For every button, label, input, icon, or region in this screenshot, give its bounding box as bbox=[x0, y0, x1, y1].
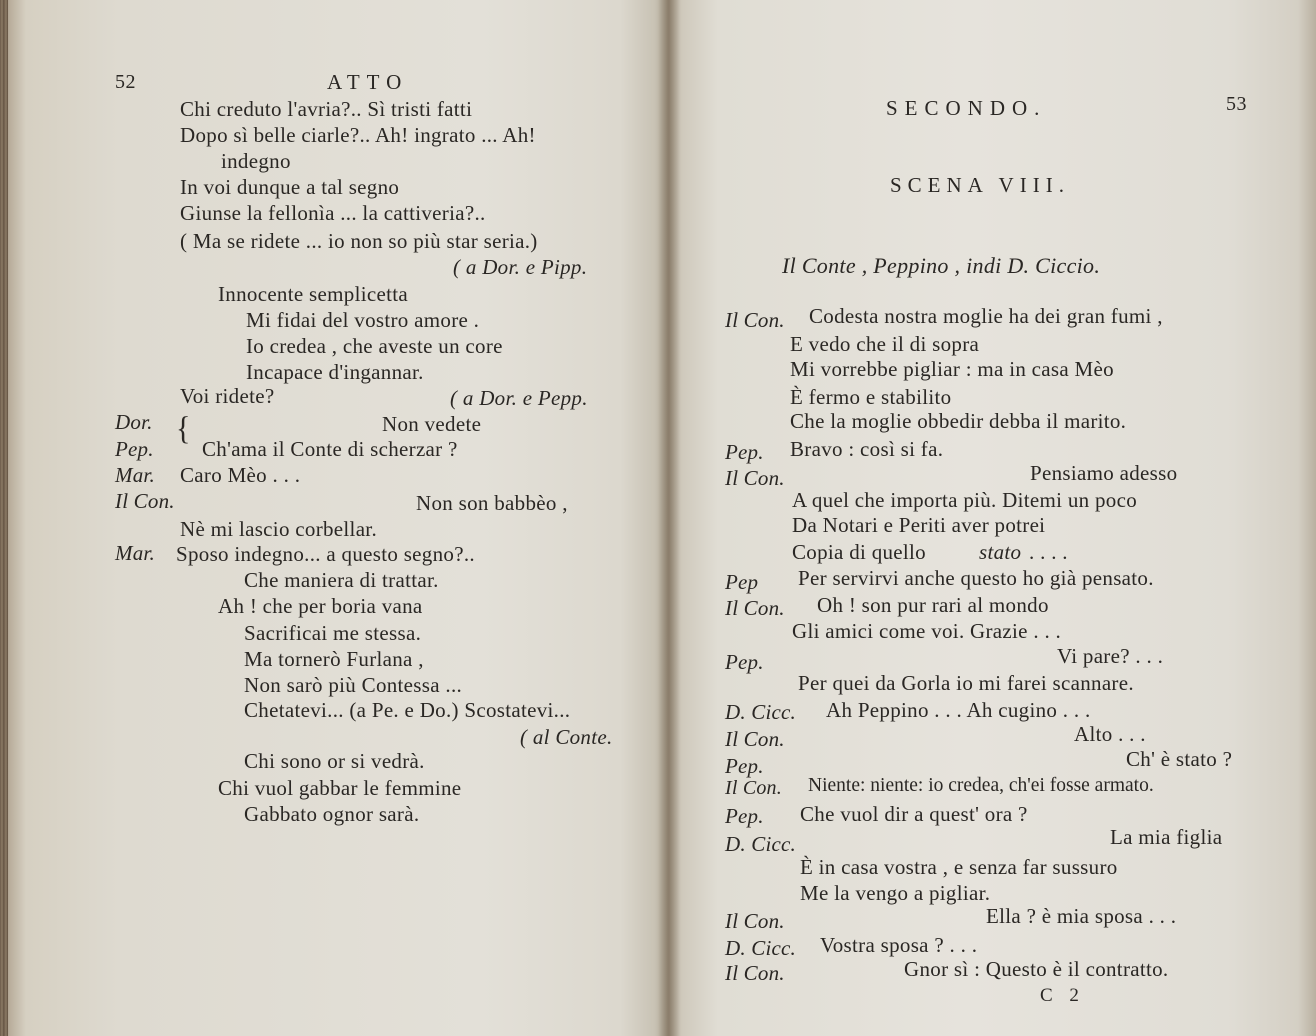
verse-line: A quel che importa più. Ditemi un poco bbox=[792, 488, 1138, 512]
gutter-shadow bbox=[658, 0, 680, 1036]
verse-line: Gabbato ognor sarà. bbox=[244, 802, 420, 826]
verse-line: Chi vuol gabbar le femmine bbox=[218, 776, 462, 800]
speaker-name: Il Con. bbox=[725, 596, 785, 620]
verse-line: Gli amici come voi. Grazie . . . bbox=[792, 619, 1062, 643]
verse-line: Chi sono or si vedrà. bbox=[244, 749, 425, 773]
verse-line: ( Ma se ridete ... io non so più star seria.) bbox=[180, 229, 538, 253]
emphasis-word: stato bbox=[979, 540, 1022, 564]
speaker-name: Il Con. bbox=[725, 727, 785, 751]
verse-line: E vedo che il di sopra bbox=[790, 332, 980, 356]
speaker-name: D. Cicc. bbox=[725, 936, 796, 960]
verse-line: Oh ! son pur rari al mondo bbox=[817, 593, 1049, 617]
verse-line: Sacrificai me stessa. bbox=[244, 621, 422, 645]
speaker-name: Mar. bbox=[115, 541, 155, 565]
speaker-name: Dor. bbox=[115, 410, 153, 434]
speaker-name: Pep. bbox=[725, 440, 764, 464]
speaker-name: D. Cicc. bbox=[725, 700, 796, 724]
verse-line: indegno bbox=[221, 149, 291, 173]
verse-line: Copia di quello bbox=[792, 540, 926, 564]
running-head-left: ATTO bbox=[327, 70, 409, 94]
brace-mark: { bbox=[176, 410, 191, 447]
verse-line: Codesta nostra moglie ha dei gran fumi , bbox=[809, 304, 1163, 328]
verse-line: Non sarò più Contessa ... bbox=[244, 673, 463, 697]
verse-line: Ch' è stato ? bbox=[1126, 747, 1233, 771]
verse-line: Mi fidai del vostro amore . bbox=[246, 308, 480, 332]
stage-direction: ( al Conte. bbox=[520, 725, 613, 749]
verse-line: Pensiamo adesso bbox=[1030, 461, 1178, 485]
speaker-name: Mar. bbox=[115, 463, 155, 487]
speaker-name: D. Cicc. bbox=[725, 832, 796, 856]
stage-direction: ( a Dor. e Pipp. bbox=[453, 255, 588, 279]
verse-line: Che maniera di trattar. bbox=[244, 568, 439, 592]
speaker-name: Il Con. bbox=[725, 466, 785, 490]
verse-line: Chi creduto l'avria?.. Sì tristi fatti bbox=[180, 97, 473, 121]
speaker-name: Pep. bbox=[115, 437, 154, 461]
verse-line: La mia figlia bbox=[1110, 825, 1223, 849]
verse-line: Chetatevi... (a Pe. e Do.) Scostatevi... bbox=[244, 698, 571, 722]
ellipsis: . . . . bbox=[1029, 540, 1068, 564]
speaker-name: Pep bbox=[725, 570, 759, 594]
verse-line: Gnor sì : Questo è il contratto. bbox=[904, 957, 1169, 981]
speaker-name: Pep. bbox=[725, 804, 764, 828]
right-page bbox=[668, 0, 1316, 1036]
verse-line: Non vedete bbox=[382, 412, 482, 436]
speaker-name: Pep. bbox=[725, 650, 764, 674]
running-head-right: SECONDO. bbox=[886, 96, 1047, 120]
verse-line: In voi dunque a tal segno bbox=[180, 175, 400, 199]
page-number-left: 52 bbox=[115, 71, 136, 93]
verse-line: Me la vengo a pigliar. bbox=[800, 881, 991, 905]
speaker-name: Il Con. bbox=[725, 909, 785, 933]
verse-line: Niente: niente: io credea, ch'ei fosse armato. bbox=[808, 775, 1154, 796]
verse-line: Ah Peppino . . . Ah cugino . . . bbox=[826, 698, 1091, 722]
verse-line: Nè mi lascio corbellar. bbox=[180, 517, 377, 541]
speaker-name: Il Con. bbox=[115, 489, 175, 513]
verse-line: Ma tornerò Furlana , bbox=[244, 647, 424, 671]
verse-line: Non son babbèo , bbox=[416, 491, 568, 515]
verse-line: Bravo : così si fa. bbox=[790, 437, 944, 461]
verse-line: Incapace d'ingannar. bbox=[246, 360, 424, 384]
verse-line: Da Notari e Periti aver potrei bbox=[792, 513, 1046, 537]
verse-line: Caro Mèo . . . bbox=[180, 463, 301, 487]
page-number-right: 53 bbox=[1226, 93, 1247, 115]
speaker-name: Il Con. bbox=[725, 308, 785, 332]
verse-line: Che vuol dir a quest' ora ? bbox=[800, 802, 1028, 826]
verse-line: Innocente semplicetta bbox=[218, 282, 408, 306]
verse-line: Io credea , che aveste un core bbox=[246, 334, 503, 358]
speaker-name: Pep. bbox=[725, 754, 764, 778]
speaker-name: Il Con. bbox=[725, 777, 782, 799]
verse-line: Voi ridete? bbox=[180, 384, 275, 408]
verse-line: È fermo e stabilito bbox=[790, 385, 952, 409]
page-edge bbox=[0, 0, 8, 1036]
verse-line: Che la moglie obbedir debba il marito. bbox=[790, 409, 1127, 433]
verse-line: Alto . . . bbox=[1074, 722, 1146, 746]
verse-line: Ah ! che per boria vana bbox=[218, 594, 423, 618]
cast-list: Il Conte , Peppino , indi D. Ciccio. bbox=[782, 253, 1101, 278]
verse-line: Per servirvi anche questo ho già pensato. bbox=[798, 566, 1154, 590]
verse-line: Ella ? è mia sposa . . . bbox=[986, 904, 1177, 928]
verse-line: Sposo indegno... a questo segno?.. bbox=[176, 542, 475, 566]
verse-line: Vi pare? . . . bbox=[1057, 644, 1164, 668]
scene-heading: SCENA VIII. bbox=[890, 173, 1070, 197]
printer-signature: C 2 bbox=[1040, 985, 1085, 1006]
speaker-name: Il Con. bbox=[725, 961, 785, 985]
verse-line: È in casa vostra , e senza far sussuro bbox=[800, 855, 1118, 879]
verse-line: Vostra sposa ? . . . bbox=[820, 933, 978, 957]
verse-line: Mi vorrebbe pigliar : ma in casa Mèo bbox=[790, 357, 1114, 381]
verse-line: Giunse la fellonìa ... la cattiveria?.. bbox=[180, 201, 486, 225]
verse-line: Ch'ama il Conte di scherzar ? bbox=[202, 437, 458, 461]
verse-line: Per quei da Gorla io mi farei scannare. bbox=[798, 671, 1134, 695]
verse-line: Dopo sì belle ciarle?.. Ah! ingrato ... Ah! bbox=[180, 123, 536, 147]
stage-direction: ( a Dor. e Pepp. bbox=[450, 386, 588, 410]
